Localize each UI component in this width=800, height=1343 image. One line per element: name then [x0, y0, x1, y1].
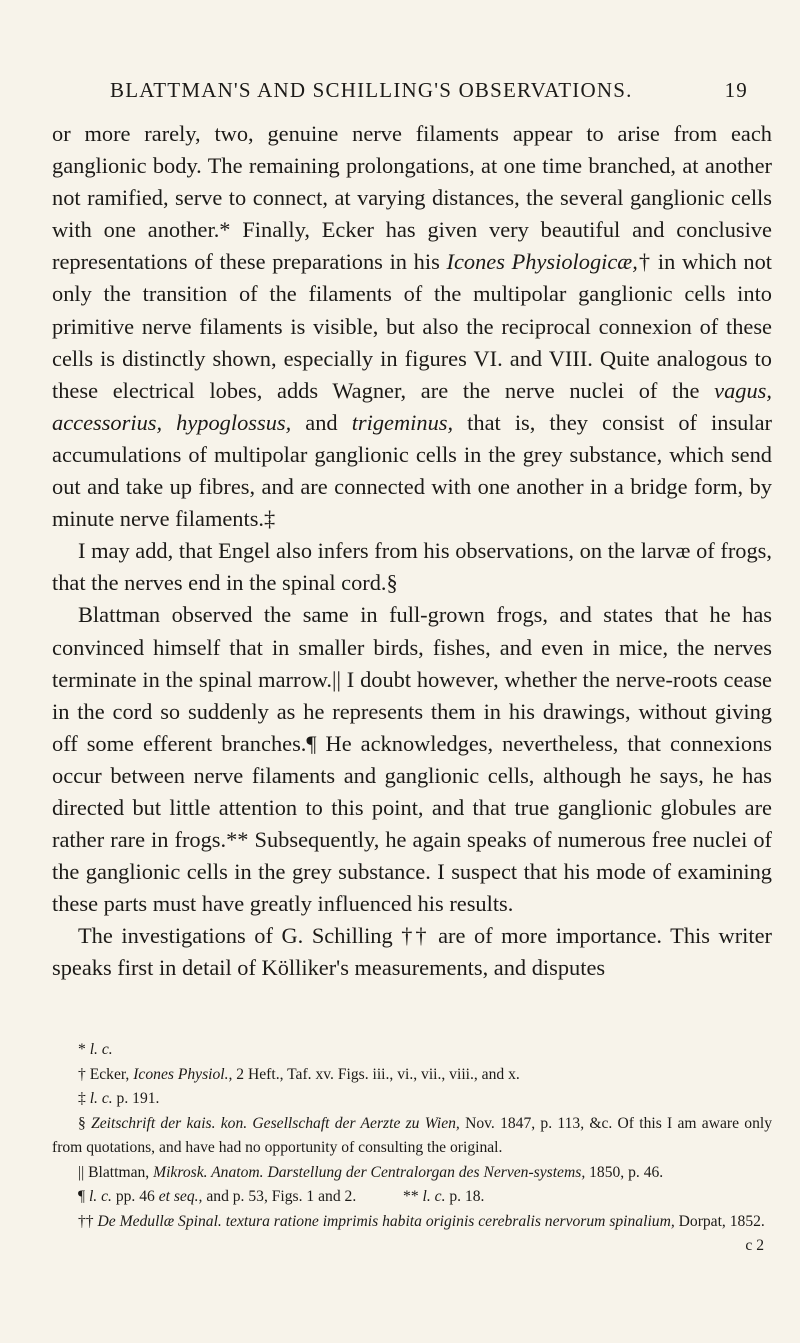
footnote: § Zeitschrift der kais. kon. Gesellschaft der Aerzte zu Wien, Nov. 1847, p. 113, &c. Of this I am aware only from quotations, and have had no opportunity of consulting the original.: [52, 1114, 773, 1156]
footnote: || Blattman, Mikrosk. Anatom. Darstellung der Centralorgan des Nerven-systems, 1850, p. 46.: [78, 1163, 664, 1181]
page-header: [110, 78, 748, 108]
signature-mark: c 2: [745, 1237, 764, 1254]
running-title: BLATTMAN'S AND SCHILLING'S OBSERVATIONS.: [110, 78, 633, 102]
paragraph-1: or more rarely, two, genuine nerve filaments appear to arise from each ganglionic body. The remaining prolongations, at one time branched, at another not ramified, serve to connect, at varying distances, the several ganglionic cells with one another.* Finally, Ecker has given very beautiful and conclusive representations of these preparations in his Icones Physiologicæ,† in which not only the transition of the filaments of the multipolar ganglionic cells into primitive nerve filaments is visible, but also the reciprocal connexion of these cells is distinctly shown, especially in figures VI. and VIII. Quite analogous to these electrical lobes, adds Wagner, are the nerve nuclei of the vagus, accessorius, hypoglossus, and trigeminus, that is, they consist of insular accumulations of multipolar ganglionic cells in the grey substance, which send out and take up fibres, and are connected with one another in a bridge form, by minute nerve filaments.‡: [52, 121, 772, 532]
page-number: 19: [724, 78, 748, 102]
footnote: ¶ l. c. pp. 46 et seq., and p. 53, Figs. 1 and 2. ** l. c. p. 18.: [78, 1188, 485, 1205]
footnote: †† De Medullæ Spinal. textura ratione imprimis habita originis cerebralis nervorum spinalium, Dorpat, 1852. c 2: [52, 1210, 772, 1235]
paragraph-3: Blattman observed the same in full-grown frogs, and states that he has convinced himself that in smaller birds, fishes, and even in mice, the nerves terminate in the spinal marrow.|| I doubt however, whether the nerve-roots cease in the cord so suddenly as he represents them in his drawings, without giving off some efferent branches.¶ He acknowledges, nevertheless, that connexions occur between nerve filaments and ganglionic cells, although he says, he has directed but little attention to this point, and that true ganglionic globules are rather rare in frogs.** Subsequently, he again speaks of numerous free nuclei of the ganglionic cells in the grey substance. I suspect that his mode of examining these parts must have greatly influenced his results.: [52, 602, 772, 917]
footnote: † Ecker, Icones Physiol., 2 Heft., Taf. xv. Figs. iii., vi., vii., viii., and x.: [78, 1065, 520, 1083]
footnote: * l. c.: [78, 1041, 113, 1058]
body-text: [52, 118, 772, 985]
paragraph-2: I may add, that Engel also infers from his observations, on the larvæ of frogs, that the nerves end in the spinal cord.§: [52, 538, 772, 596]
footnotes: [52, 1038, 772, 1259]
paragraph-4: The investigations of G. Schilling †† are of more importance. This writer speaks first in detail of Kölliker's measurements, and disputes: [52, 923, 772, 981]
footnote: ‡ l. c. p. 191.: [78, 1090, 160, 1107]
